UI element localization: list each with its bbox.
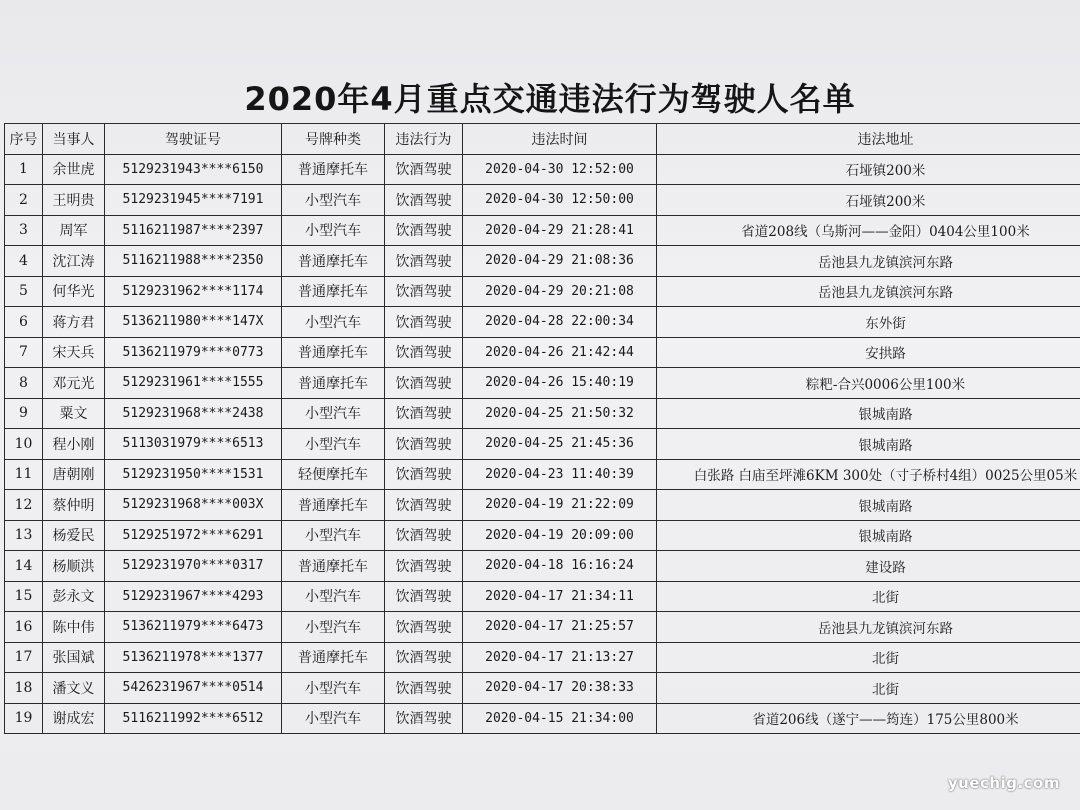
cell-location: 石垭镇200米	[657, 185, 1080, 216]
cell-violation: 饮酒驾驶	[385, 246, 463, 277]
cell-party: 彭永文	[43, 581, 105, 612]
cell-time: 2020-04-25 21:45:36	[463, 429, 657, 460]
cell-violation: 饮酒驾驶	[385, 703, 463, 734]
table-row	[5, 581, 1080, 612]
table-row	[5, 154, 1080, 185]
cell-plate-type: 小型汽车	[282, 612, 385, 643]
cell-party: 唐朝刚	[43, 459, 105, 490]
cell-license: 5116211988****2350	[105, 246, 282, 277]
cell-party: 杨顺洪	[43, 551, 105, 582]
cell-plate-type: 普通摩托车	[282, 337, 385, 368]
page-title: 2020年4月重点交通违法行为驾驶人名单	[244, 80, 856, 118]
cell-time: 2020-04-17 21:34:11	[463, 581, 657, 612]
cell-license: 5113031979****6513	[105, 429, 282, 460]
violation-table	[4, 123, 1080, 734]
table-row	[5, 398, 1080, 429]
cell-party: 周军	[43, 215, 105, 246]
cell-time: 2020-04-19 20:09:00	[463, 520, 657, 551]
cell-party: 谢成宏	[43, 703, 105, 734]
cell-violation: 饮酒驾驶	[385, 337, 463, 368]
cell-violation: 饮酒驾驶	[385, 551, 463, 582]
cell-plate-type: 普通摩托车	[282, 490, 385, 521]
table-row	[5, 215, 1080, 246]
cell-plate-type: 普通摩托车	[282, 246, 385, 277]
cell-location: 建设路	[657, 551, 1080, 582]
cell-plate-type: 小型汽车	[282, 581, 385, 612]
cell-license: 5129231968****003X	[105, 490, 282, 521]
table-header-row	[5, 124, 1080, 155]
cell-license: 5129231943****6150	[105, 154, 282, 185]
cell-party: 蒋方君	[43, 307, 105, 338]
header-time: 违法时间	[463, 124, 657, 155]
cell-license: 5129231950****1531	[105, 459, 282, 490]
cell-party: 余世虎	[43, 154, 105, 185]
cell-plate-type: 小型汽车	[282, 185, 385, 216]
cell-plate-type: 普通摩托车	[282, 642, 385, 673]
cell-plate-type: 轻便摩托车	[282, 459, 385, 490]
table-row	[5, 642, 1080, 673]
cell-plate-type: 普通摩托车	[282, 276, 385, 307]
cell-license: 5426231967****0514	[105, 673, 282, 704]
cell-license: 5136211979****6473	[105, 612, 282, 643]
cell-location: 北街	[657, 673, 1080, 704]
cell-index: 4	[5, 246, 43, 277]
cell-time: 2020-04-30 12:50:00	[463, 185, 657, 216]
header-violation: 违法行为	[385, 124, 463, 155]
cell-party: 杨爱民	[43, 520, 105, 551]
cell-time: 2020-04-25 21:50:32	[463, 398, 657, 429]
cell-violation: 饮酒驾驶	[385, 520, 463, 551]
cell-time: 2020-04-23 11:40:39	[463, 459, 657, 490]
cell-location: 粽粑-合兴0006公里100米	[657, 368, 1080, 399]
cell-time: 2020-04-17 20:38:33	[463, 673, 657, 704]
header-plate-type: 号牌种类	[282, 124, 385, 155]
cell-time: 2020-04-15 21:34:00	[463, 703, 657, 734]
table-row	[5, 368, 1080, 399]
table-row	[5, 551, 1080, 582]
cell-party: 蔡仲明	[43, 490, 105, 521]
cell-license: 5116211987****2397	[105, 215, 282, 246]
cell-index: 17	[5, 642, 43, 673]
cell-location: 白张路 白庙至坪滩6KM 300处（寸子桥村4组）0025公里05米	[657, 459, 1080, 490]
cell-location: 北街	[657, 642, 1080, 673]
cell-index: 15	[5, 581, 43, 612]
cell-index: 3	[5, 215, 43, 246]
cell-time: 2020-04-18 16:16:24	[463, 551, 657, 582]
table-row	[5, 673, 1080, 704]
cell-time: 2020-04-29 20:21:08	[463, 276, 657, 307]
cell-plate-type: 普通摩托车	[282, 551, 385, 582]
cell-violation: 饮酒驾驶	[385, 154, 463, 185]
cell-violation: 饮酒驾驶	[385, 459, 463, 490]
cell-violation: 饮酒驾驶	[385, 673, 463, 704]
cell-index: 2	[5, 185, 43, 216]
cell-license: 5116211992****6512	[105, 703, 282, 734]
table-row	[5, 490, 1080, 521]
table-row	[5, 429, 1080, 460]
watermark: yuechig.com	[947, 774, 1060, 792]
cell-index: 1	[5, 154, 43, 185]
cell-time: 2020-04-29 21:08:36	[463, 246, 657, 277]
cell-index: 11	[5, 459, 43, 490]
header-license: 驾驶证号	[105, 124, 282, 155]
cell-index: 12	[5, 490, 43, 521]
cell-violation: 饮酒驾驶	[385, 490, 463, 521]
cell-index: 10	[5, 429, 43, 460]
cell-location: 东外街	[657, 307, 1080, 338]
cell-index: 16	[5, 612, 43, 643]
cell-location: 银城南路	[657, 398, 1080, 429]
header-party: 当事人	[43, 124, 105, 155]
cell-plate-type: 小型汽车	[282, 429, 385, 460]
cell-time: 2020-04-17 21:25:57	[463, 612, 657, 643]
table-row	[5, 276, 1080, 307]
cell-location: 银城南路	[657, 429, 1080, 460]
table-row	[5, 337, 1080, 368]
cell-index: 13	[5, 520, 43, 551]
cell-violation: 饮酒驾驶	[385, 368, 463, 399]
table-row	[5, 246, 1080, 277]
cell-index: 6	[5, 307, 43, 338]
cell-location: 岳池县九龙镇滨河东路	[657, 276, 1080, 307]
cell-violation: 饮酒驾驶	[385, 581, 463, 612]
cell-party: 邓元光	[43, 368, 105, 399]
cell-plate-type: 小型汽车	[282, 215, 385, 246]
cell-index: 7	[5, 337, 43, 368]
cell-time: 2020-04-17 21:13:27	[463, 642, 657, 673]
cell-time: 2020-04-28 22:00:34	[463, 307, 657, 338]
cell-license: 5136211979****0773	[105, 337, 282, 368]
cell-party: 潘文义	[43, 673, 105, 704]
table-row	[5, 459, 1080, 490]
cell-violation: 饮酒驾驶	[385, 642, 463, 673]
cell-party: 粟文	[43, 398, 105, 429]
cell-plate-type: 普通摩托车	[282, 368, 385, 399]
cell-party: 王明贵	[43, 185, 105, 216]
cell-index: 18	[5, 673, 43, 704]
cell-location: 北街	[657, 581, 1080, 612]
cell-license: 5129231968****2438	[105, 398, 282, 429]
cell-time: 2020-04-19 21:22:09	[463, 490, 657, 521]
cell-plate-type: 小型汽车	[282, 398, 385, 429]
cell-location: 银城南路	[657, 490, 1080, 521]
cell-plate-type: 小型汽车	[282, 673, 385, 704]
cell-violation: 饮酒驾驶	[385, 429, 463, 460]
cell-plate-type: 小型汽车	[282, 703, 385, 734]
cell-party: 程小刚	[43, 429, 105, 460]
cell-time: 2020-04-26 21:42:44	[463, 337, 657, 368]
table-body	[5, 154, 1080, 734]
cell-violation: 饮酒驾驶	[385, 612, 463, 643]
cell-index: 19	[5, 703, 43, 734]
cell-location: 银城南路	[657, 520, 1080, 551]
cell-index: 9	[5, 398, 43, 429]
cell-party: 沈江涛	[43, 246, 105, 277]
cell-location: 安拱路	[657, 337, 1080, 368]
cell-party: 何华光	[43, 276, 105, 307]
cell-index: 8	[5, 368, 43, 399]
cell-violation: 饮酒驾驶	[385, 276, 463, 307]
cell-violation: 饮酒驾驶	[385, 215, 463, 246]
cell-time: 2020-04-26 15:40:19	[463, 368, 657, 399]
cell-location: 省道206线（遂宁——筠连）175公里800米	[657, 703, 1080, 734]
cell-time: 2020-04-29 21:28:41	[463, 215, 657, 246]
cell-license: 5136211978****1377	[105, 642, 282, 673]
table-row	[5, 703, 1080, 734]
header-location: 违法地址	[657, 124, 1080, 155]
cell-license: 5129231961****1555	[105, 368, 282, 399]
table-row	[5, 307, 1080, 338]
cell-time: 2020-04-30 12:52:00	[463, 154, 657, 185]
cell-violation: 饮酒驾驶	[385, 185, 463, 216]
cell-license: 5129231962****1174	[105, 276, 282, 307]
cell-violation: 饮酒驾驶	[385, 398, 463, 429]
cell-license: 5129251972****6291	[105, 520, 282, 551]
cell-license: 5129231970****0317	[105, 551, 282, 582]
cell-violation: 饮酒驾驶	[385, 307, 463, 338]
cell-license: 5129231945****7191	[105, 185, 282, 216]
cell-plate-type: 小型汽车	[282, 307, 385, 338]
table-row	[5, 520, 1080, 551]
cell-party: 陈中伟	[43, 612, 105, 643]
cell-plate-type: 小型汽车	[282, 520, 385, 551]
cell-location: 岳池县九龙镇滨河东路	[657, 246, 1080, 277]
table-row	[5, 612, 1080, 643]
table-row	[5, 185, 1080, 216]
cell-index: 14	[5, 551, 43, 582]
cell-license: 5136211980****147X	[105, 307, 282, 338]
cell-party: 张国斌	[43, 642, 105, 673]
cell-location: 岳池县九龙镇滨河东路	[657, 612, 1080, 643]
cell-party: 宋天兵	[43, 337, 105, 368]
cell-location: 石垭镇200米	[657, 154, 1080, 185]
cell-license: 5129231967****4293	[105, 581, 282, 612]
cell-plate-type: 普通摩托车	[282, 154, 385, 185]
header-index: 序号	[5, 124, 43, 155]
cell-index: 5	[5, 276, 43, 307]
cell-location: 省道208线（乌斯河——金阳）0404公里100米	[657, 215, 1080, 246]
